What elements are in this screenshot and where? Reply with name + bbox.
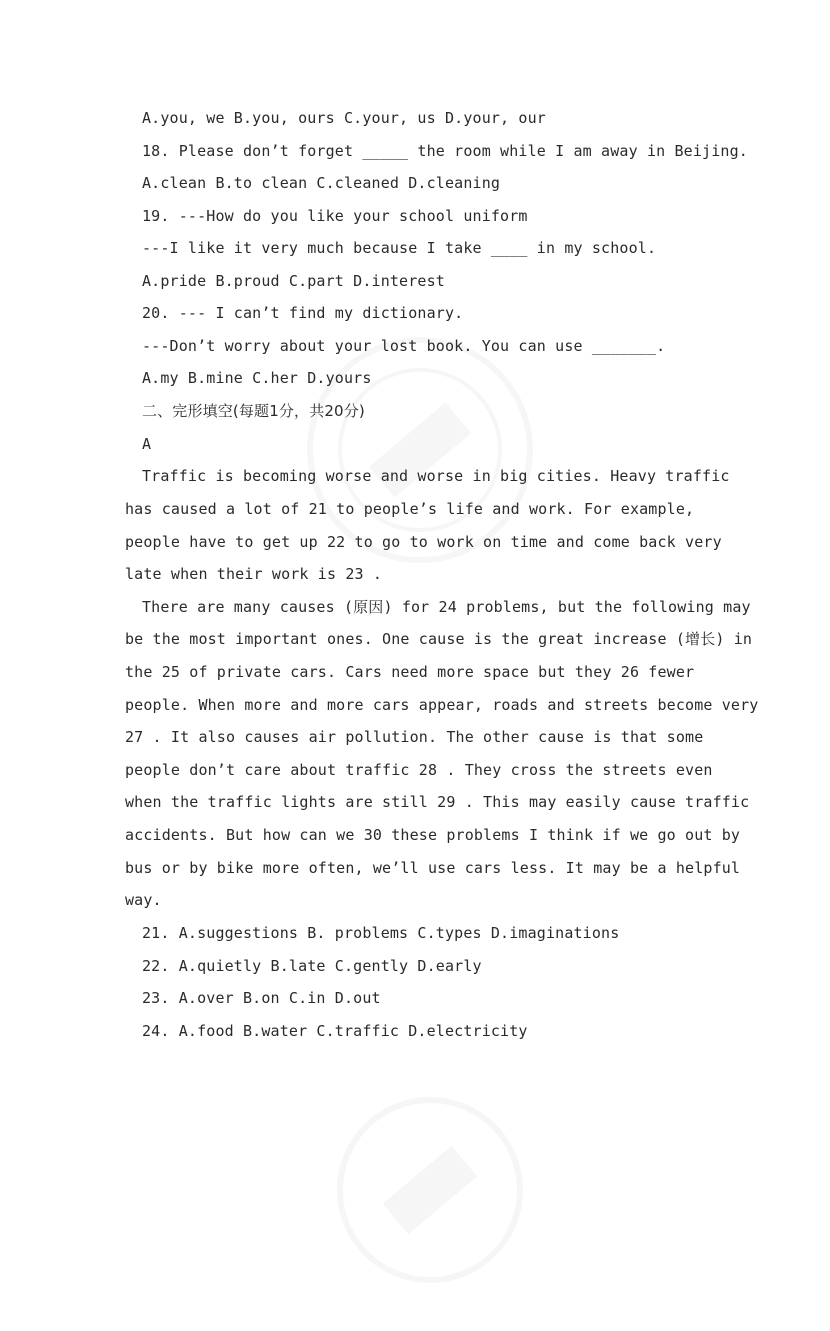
question-22-options: 22. A.quietly B.late C.gently D.early [142, 957, 482, 975]
question-18-text: 18. Please don’t forget _____ the room while I am away in Beijing. [142, 142, 748, 160]
passage-line: Traffic is becoming worse and worse in big cities. Heavy traffic [142, 467, 730, 485]
question-20-text: 20. --- I can’t find my dictionary. [142, 304, 464, 322]
question-19-text: 19. ---How do you like your school uniform [142, 207, 528, 225]
question-19-answer: ---I like it very much because I take ____ in my school. [142, 239, 657, 257]
question-19-options: A.pride B.proud C.part D.interest [142, 272, 445, 290]
question-21-options: 21. A.suggestions B. problems C.types D.imaginations [142, 924, 620, 942]
passage-line: 27 . It also causes air pollution. The other cause is that some [125, 728, 704, 746]
watermark-logo-icon [289, 1049, 571, 1331]
section-heading: 二、完形填空(每题1分，共20分) [142, 402, 365, 420]
passage-line: people don’t care about traffic 28 . They cross the streets even [125, 761, 713, 779]
question-24-options: 24. A.food B.water C.traffic D.electricity [142, 1022, 528, 1040]
question-20-options: A.my B.mine C.her D.yours [142, 369, 372, 387]
passage-line: when the traffic lights are still 29 . This may easily cause traffic [125, 793, 750, 811]
passage-line: people have to get up 22 to go to work on time and come back very [125, 533, 722, 551]
passage-label: A [142, 435, 152, 453]
passage-line: the 25 of private cars. Cars need more space but they 26 fewer [125, 663, 695, 681]
question-18-options: A.clean B.to clean C.cleaned D.cleaning [142, 174, 501, 192]
passage-line: bus or by bike more often, we’ll use cars less. It may be a helpful [125, 859, 741, 877]
passage-line: There are many causes (原因) for 24 problems, but the following may [142, 598, 751, 616]
passage-line: way. [125, 891, 162, 909]
question-23-options: 23. A.over B.on C.in D.out [142, 989, 381, 1007]
passage-line: be the most important ones. One cause is the great increase (增长) in [125, 630, 753, 648]
passage-line: late when their work is 23 . [125, 565, 383, 583]
question-17-options: A.you, we B.you, ours C.your, us D.your, our [142, 109, 546, 127]
question-20-answer: ---Don’t worry about your lost book. You can use _______. [142, 337, 666, 355]
passage-line: people. When more and more cars appear, roads and streets become very [125, 696, 759, 714]
passage-line: has caused a lot of 21 to people’s life and work. For example, [125, 500, 695, 518]
passage-line: accidents. But how can we 30 these problems I think if we go out by [125, 826, 741, 844]
